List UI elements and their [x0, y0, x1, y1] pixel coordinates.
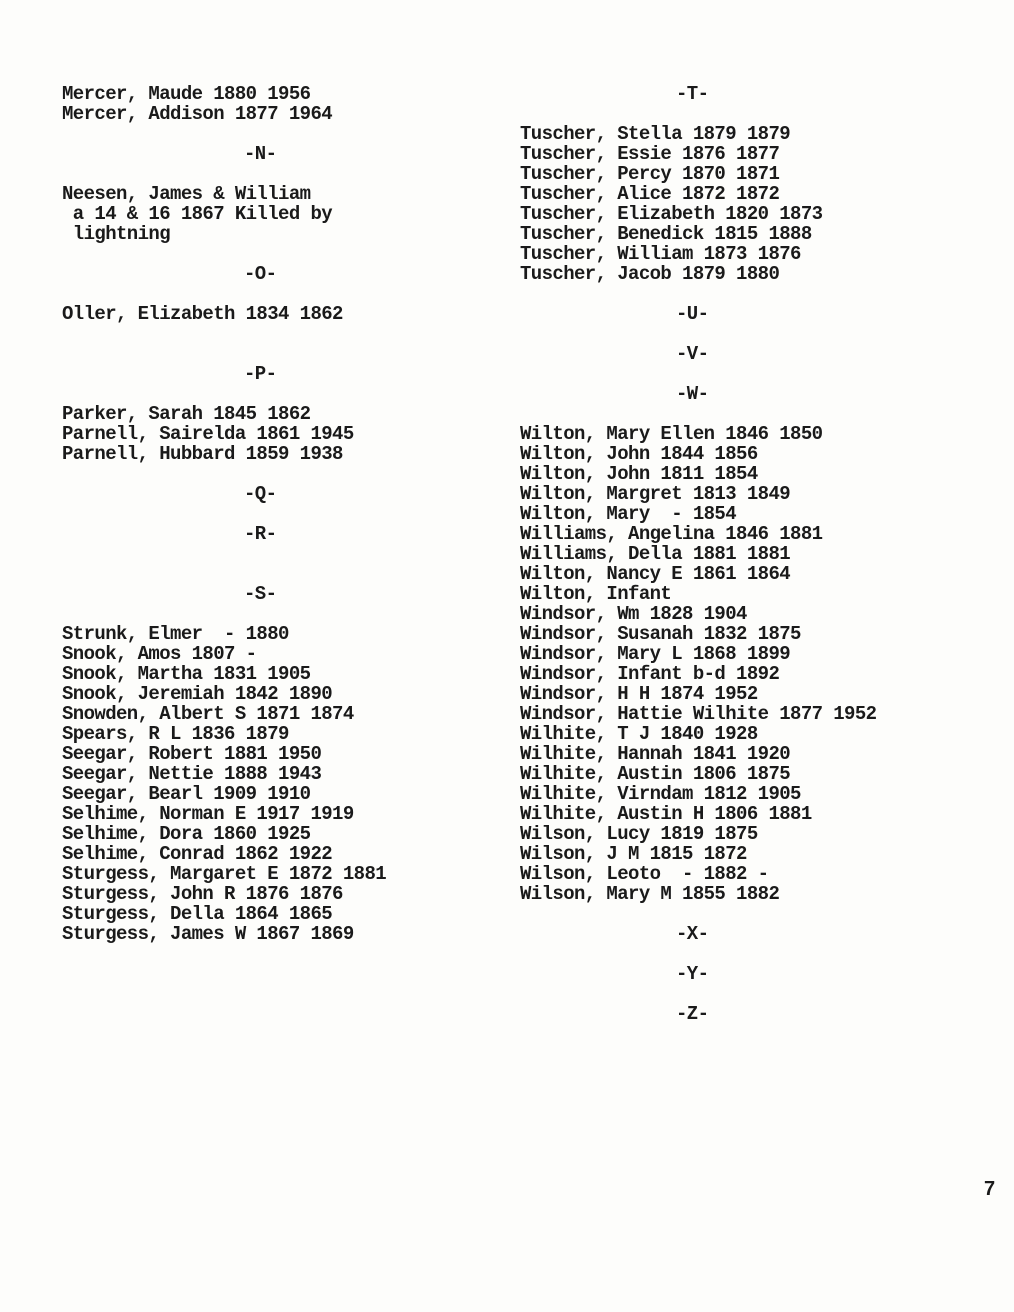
- section-letter-heading: -S-: [244, 583, 277, 605]
- burial-entry: Sturgess, James W 1867 1869: [62, 923, 354, 945]
- burial-entry: Parker, Sarah 1845 1862: [62, 403, 311, 425]
- burial-entry: Wilton, Mary - 1854: [520, 503, 737, 525]
- blank-line: [520, 984, 940, 1004]
- burial-entry: Tuscher, Essie 1876 1877: [520, 143, 780, 165]
- burial-entry: Wilton, John 1811 1854: [520, 463, 758, 485]
- burial-entry: Tuscher, Percy 1870 1871: [520, 163, 780, 185]
- burial-entry: Seegar, Robert 1881 1950: [62, 743, 322, 765]
- burial-entry: Tuscher, Benedick 1815 1888: [520, 223, 812, 245]
- blank-line: [62, 244, 482, 264]
- burial-entry: Tuscher, Stella 1879 1879: [520, 123, 791, 145]
- burial-entry: Wilhite, T J 1840 1928: [520, 723, 758, 745]
- burial-entry: Windsor, Hattie Wilhite 1877 1952: [520, 703, 877, 725]
- burial-entry: Windsor, Mary L 1868 1899: [520, 643, 791, 665]
- blank-line: [520, 324, 940, 344]
- burial-entry: Wilhite, Austin H 1806 1881: [520, 803, 812, 825]
- blank-line: [62, 324, 482, 344]
- burial-entry: Selhime, Dora 1860 1925: [62, 823, 311, 845]
- burial-entry: Wilton, Infant: [520, 583, 672, 605]
- burial-entry: Seegar, Bearl 1909 1910: [62, 783, 311, 805]
- burial-entry: Snook, Amos 1807 -: [62, 643, 257, 665]
- burial-entry: Sturgess, Della 1864 1865: [62, 903, 333, 925]
- burial-entry: Wilton, John 1844 1856: [520, 443, 758, 465]
- burial-entry: Windsor, H H 1874 1952: [520, 683, 758, 705]
- blank-line: [520, 904, 940, 924]
- section-letter-heading: -N-: [244, 143, 277, 165]
- blank-line: [62, 384, 482, 404]
- blank-line: [62, 604, 482, 624]
- burial-entry: Wilhite, Hannah 1841 1920: [520, 743, 791, 765]
- blank-line: [62, 124, 482, 144]
- blank-line: [62, 504, 482, 524]
- burial-entry: Sturgess, Margaret E 1872 1881: [62, 863, 387, 885]
- burial-entry: Selhime, Conrad 1862 1922: [62, 843, 333, 865]
- blank-line: [520, 104, 940, 124]
- left-column: [62, 84, 482, 944]
- section-letter-heading: -R-: [244, 523, 277, 545]
- burial-entry: Seegar, Nettie 1888 1943: [62, 763, 322, 785]
- section-letter-heading: -U-: [676, 303, 709, 325]
- burial-entry: Wilson, Mary M 1855 1882: [520, 883, 780, 905]
- section-letter-heading: -Q-: [244, 483, 277, 505]
- burial-entry: Wilton, Margret 1813 1849: [520, 483, 791, 505]
- blank-line: [62, 284, 482, 304]
- burial-entry: Wilson, Leoto - 1882 -: [520, 863, 769, 885]
- burial-entry: Neesen, James & William: [62, 183, 311, 205]
- section-letter-heading: -O-: [244, 263, 277, 285]
- section-letter-heading: -Y-: [676, 963, 709, 985]
- burial-entry: Selhime, Norman E 1917 1919: [62, 803, 354, 825]
- blank-line: [62, 544, 482, 564]
- section-letter-heading: -T-: [676, 83, 709, 105]
- section-letter-heading: -W-: [676, 383, 709, 405]
- burial-entry: Windsor, Infant b-d 1892: [520, 663, 780, 685]
- blank-line: [520, 364, 940, 384]
- right-column: [520, 84, 940, 1024]
- section-letter-heading: -V-: [676, 343, 709, 365]
- burial-entry: Wilhite, Austin 1806 1875: [520, 763, 791, 785]
- section-letter-heading: -P-: [244, 363, 277, 385]
- burial-entry: Strunk, Elmer - 1880: [62, 623, 289, 645]
- burial-entry: Mercer, Addison 1877 1964: [62, 103, 333, 125]
- burial-entry: a 14 & 16 1867 Killed by: [62, 203, 333, 225]
- section-letter-heading: -X-: [676, 923, 709, 945]
- burial-entry: Wilson, J M 1815 1872: [520, 843, 747, 865]
- burial-entry: Wilton, Mary Ellen 1846 1850: [520, 423, 823, 445]
- burial-entry: Snook, Jeremiah 1842 1890: [62, 683, 333, 705]
- burial-entry: Tuscher, Jacob 1879 1880: [520, 263, 780, 285]
- blank-line: [62, 164, 482, 184]
- burial-entry: Tuscher, Elizabeth 1820 1873: [520, 203, 823, 225]
- burial-entry: Tuscher, Alice 1872 1872: [520, 183, 780, 205]
- burial-entry: Tuscher, William 1873 1876: [520, 243, 801, 265]
- burial-entry: Snook, Martha 1831 1905: [62, 663, 311, 685]
- blank-line: [62, 564, 482, 584]
- blank-line: [62, 344, 482, 364]
- burial-entry: Wilton, Nancy E 1861 1864: [520, 563, 791, 585]
- burial-entry: Williams, Della 1881 1881: [520, 543, 791, 565]
- burial-entry: Windsor, Susanah 1832 1875: [520, 623, 801, 645]
- section-letter-heading: -Z-: [676, 1003, 709, 1025]
- blank-line: [62, 464, 482, 484]
- blank-line: [520, 944, 940, 964]
- burial-entry: Mercer, Maude 1880 1956: [62, 83, 311, 105]
- burial-entry: Wilhite, Virndam 1812 1905: [520, 783, 801, 805]
- burial-entry: Windsor, Wm 1828 1904: [520, 603, 747, 625]
- burial-entry: Spears, R L 1836 1879: [62, 723, 289, 745]
- burial-entry: lightning: [62, 223, 171, 245]
- burial-entry: Williams, Angelina 1846 1881: [520, 523, 823, 545]
- burial-entry: Oller, Elizabeth 1834 1862: [62, 303, 343, 325]
- blank-line: [520, 404, 940, 424]
- burial-entry: Wilson, Lucy 1819 1875: [520, 823, 758, 845]
- burial-entry: Parnell, Hubbard 1859 1938: [62, 443, 343, 465]
- blank-line: [520, 284, 940, 304]
- burial-entry: Snowden, Albert S 1871 1874: [62, 703, 354, 725]
- burial-entry: Parnell, Sairelda 1861 1945: [62, 423, 354, 445]
- page-number: 7: [984, 1178, 996, 1200]
- burial-entry: Sturgess, John R 1876 1876: [62, 883, 343, 905]
